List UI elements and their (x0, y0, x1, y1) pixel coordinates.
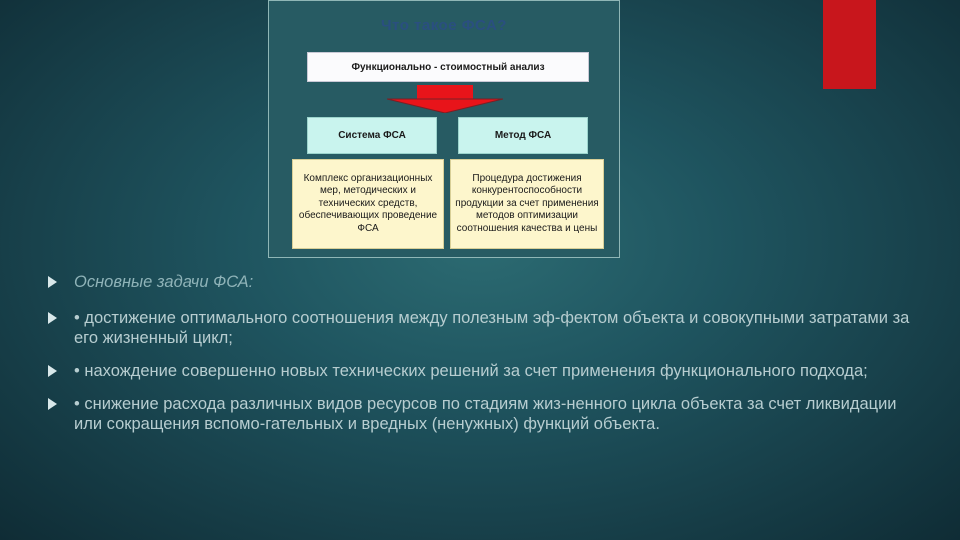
bullet-triangle-icon (48, 365, 57, 377)
bullet-item (48, 394, 918, 434)
bullet-list (48, 268, 918, 434)
bullet-item (48, 361, 918, 381)
accent-bar (823, 0, 876, 89)
diagram-title: Что такое ФСА? (381, 17, 507, 34)
bullet-triangle-icon (48, 312, 57, 324)
bullet-triangle-icon (48, 276, 57, 288)
diagram-top-box: Функционально - стоимостный анализ (307, 52, 589, 82)
bullet-text: • достижение оптимального соотношения между полезным эф-фектом объекта и совокупными затратами за его жизненный цикл; (74, 309, 910, 347)
bullet-text: Основные задачи ФСА: (74, 273, 254, 291)
bullet-triangle-icon (48, 398, 57, 410)
diagram-method-box: Метод ФСА (458, 117, 588, 154)
fsa-diagram (268, 0, 620, 258)
bullet-heading (48, 272, 918, 292)
diagram-system-description: Комплекс организационных мер, методических и технических средств, обеспечивающих проведение ФСА (292, 159, 444, 249)
bullet-item (48, 308, 918, 348)
bullet-text: • снижение расхода различных видов ресурсов по стадиям жиз-ненного цикла объекта за счет ликвидации или сокращения вспомо-гательных и вредных (ненужных) функций объекта. (74, 395, 897, 433)
down-arrow-icon (387, 85, 503, 113)
bullet-text: • нахождение совершенно новых технических решений за счет применения функционального подхода; (74, 362, 868, 380)
diagram-method-description: Процедура достижения конкурентоспособности продукции за счет применения методов оптимизации соотношения качества и цены (450, 159, 604, 249)
diagram-system-box: Система ФСА (307, 117, 437, 154)
